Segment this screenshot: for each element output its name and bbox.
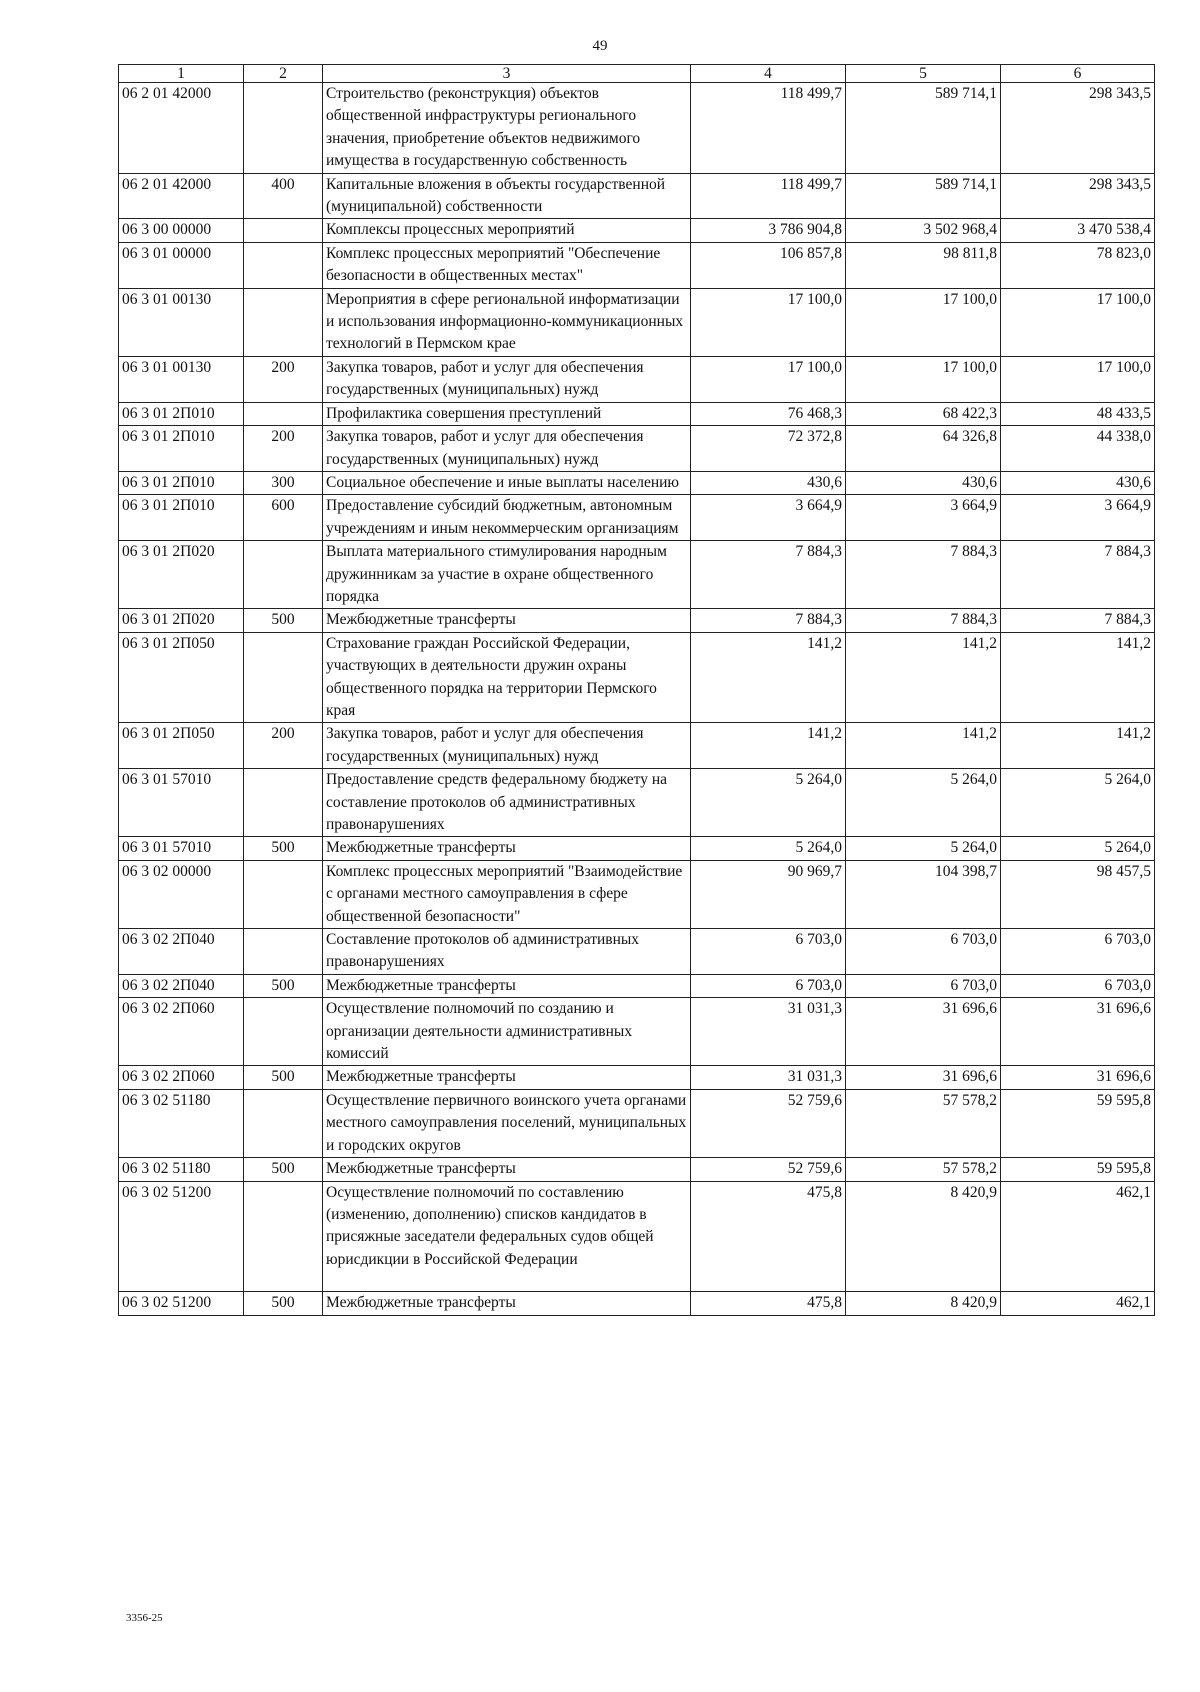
table-row (119, 929, 1155, 975)
table-row (119, 1292, 1155, 1315)
row-expense-type-cell (244, 83, 323, 174)
row-value-col6-cell: 298 343,5 (1001, 173, 1155, 219)
row-value-col5-cell: 7 884,3 (846, 609, 1001, 632)
row-value-col4-cell: 3 786 904,8 (691, 219, 846, 242)
row-expense-type-cell: 600 (244, 495, 323, 541)
row-expense-type-cell: 500 (244, 837, 323, 860)
row-code-cell: 06 3 01 2П050 (119, 723, 244, 769)
row-expense-type-cell (244, 541, 323, 609)
row-value-col5-cell: 141,2 (846, 632, 1001, 723)
row-name-cell: Осуществление полномочий по созданию и организации деятельности административных комиссий (323, 998, 691, 1066)
row-code-cell: 06 2 01 42000 (119, 83, 244, 174)
row-name-cell: Осуществление полномочий по составлению (изменению, дополнению) списков кандидатов в присяжные заседатели федеральных судов общей юрисдикции в Российской Федерации (323, 1181, 691, 1292)
row-value-col4-cell: 106 857,8 (691, 242, 846, 288)
row-name-cell: Межбюджетные трансферты (323, 974, 691, 997)
row-expense-type-cell: 500 (244, 974, 323, 997)
row-name-cell: Осуществление первичного воинского учета органами местного самоуправления поселений, муниципальных и городских округов (323, 1089, 691, 1157)
row-name-cell: Предоставление субсидий бюджетным, автономным учреждениям и иным некоммерческим организациям (323, 495, 691, 541)
row-value-col5-cell: 430,6 (846, 471, 1001, 494)
row-code-cell: 06 3 01 00000 (119, 242, 244, 288)
row-value-col5-cell: 31 696,6 (846, 998, 1001, 1066)
row-value-col6-cell: 17 100,0 (1001, 356, 1155, 402)
row-value-col4-cell: 141,2 (691, 632, 846, 723)
row-name-cell: Комплекс процессных мероприятий "Взаимодействие с органами местного самоуправления в сфере общественной безопасности" (323, 860, 691, 928)
row-code-cell: 06 3 01 2П010 (119, 495, 244, 541)
table-row (119, 1089, 1155, 1157)
table-row (119, 83, 1155, 174)
row-value-col5-cell: 6 703,0 (846, 929, 1001, 975)
row-value-col4-cell: 17 100,0 (691, 288, 846, 356)
table-row (119, 402, 1155, 425)
row-value-col6-cell: 141,2 (1001, 632, 1155, 723)
row-value-col4-cell: 6 703,0 (691, 974, 846, 997)
document-id: 3356-25 (126, 1612, 163, 1624)
row-value-col5-cell: 17 100,0 (846, 288, 1001, 356)
row-value-col5-cell: 141,2 (846, 723, 1001, 769)
row-code-cell: 06 3 02 2П040 (119, 929, 244, 975)
row-expense-type-cell (244, 632, 323, 723)
column-header: 5 (846, 65, 1001, 83)
row-value-col6-cell: 5 264,0 (1001, 769, 1155, 837)
row-code-cell: 06 3 02 51180 (119, 1158, 244, 1181)
row-value-col6-cell: 31 696,6 (1001, 1066, 1155, 1089)
table-row (119, 632, 1155, 723)
row-name-cell: Межбюджетные трансферты (323, 1158, 691, 1181)
row-value-col4-cell: 5 264,0 (691, 837, 846, 860)
row-value-col4-cell: 31 031,3 (691, 998, 846, 1066)
row-code-cell: 06 2 01 42000 (119, 173, 244, 219)
row-expense-type-cell (244, 1181, 323, 1292)
column-header: 1 (119, 65, 244, 83)
column-header: 2 (244, 65, 323, 83)
row-value-col6-cell: 44 338,0 (1001, 426, 1155, 472)
row-value-col5-cell: 64 326,8 (846, 426, 1001, 472)
row-value-col4-cell: 90 969,7 (691, 860, 846, 928)
row-value-col4-cell: 430,6 (691, 471, 846, 494)
table-row (119, 860, 1155, 928)
row-name-cell: Комплексы процессных мероприятий (323, 219, 691, 242)
row-expense-type-cell: 400 (244, 173, 323, 219)
row-value-col6-cell: 31 696,6 (1001, 998, 1155, 1066)
row-code-cell: 06 3 01 2П020 (119, 609, 244, 632)
column-header: 3 (323, 65, 691, 83)
row-code-cell: 06 3 01 00130 (119, 288, 244, 356)
row-value-col4-cell: 52 759,6 (691, 1089, 846, 1157)
row-name-cell: Профилактика совершения преступлений (323, 402, 691, 425)
row-value-col6-cell: 462,1 (1001, 1181, 1155, 1292)
row-code-cell: 06 3 01 2П020 (119, 541, 244, 609)
row-value-col6-cell: 48 433,5 (1001, 402, 1155, 425)
row-value-col5-cell: 31 696,6 (846, 1066, 1001, 1089)
row-value-col6-cell: 7 884,3 (1001, 541, 1155, 609)
row-code-cell: 06 3 01 2П010 (119, 426, 244, 472)
row-name-cell: Закупка товаров, работ и услуг для обеспечения государственных (муниципальных) нужд (323, 723, 691, 769)
row-value-col4-cell: 76 468,3 (691, 402, 846, 425)
row-name-cell: Межбюджетные трансферты (323, 837, 691, 860)
row-value-col4-cell: 52 759,6 (691, 1158, 846, 1181)
row-value-col6-cell: 59 595,8 (1001, 1089, 1155, 1157)
row-code-cell: 06 3 01 57010 (119, 837, 244, 860)
row-value-col5-cell: 3 664,9 (846, 495, 1001, 541)
table-row (119, 173, 1155, 219)
row-code-cell: 06 3 02 51200 (119, 1181, 244, 1292)
row-name-cell: Страхование граждан Российской Федерации, участвующих в деятельности дружин охраны общественного порядка на территории Пермского края (323, 632, 691, 723)
row-expense-type-cell: 200 (244, 356, 323, 402)
row-expense-type-cell (244, 769, 323, 837)
row-value-col6-cell: 78 823,0 (1001, 242, 1155, 288)
row-code-cell: 06 3 00 00000 (119, 219, 244, 242)
table-row (119, 998, 1155, 1066)
row-value-col5-cell: 8 420,9 (846, 1292, 1001, 1315)
row-name-cell: Социальное обеспечение и иные выплаты населению (323, 471, 691, 494)
table-row (119, 769, 1155, 837)
header-row (119, 65, 1155, 83)
row-expense-type-cell: 500 (244, 609, 323, 632)
row-expense-type-cell: 200 (244, 426, 323, 472)
row-expense-type-cell: 500 (244, 1158, 323, 1181)
row-value-col5-cell: 68 422,3 (846, 402, 1001, 425)
table-row (119, 471, 1155, 494)
row-value-col4-cell: 31 031,3 (691, 1066, 846, 1089)
row-expense-type-cell: 200 (244, 723, 323, 769)
row-value-col6-cell: 141,2 (1001, 723, 1155, 769)
row-code-cell: 06 3 02 2П040 (119, 974, 244, 997)
row-value-col4-cell: 141,2 (691, 723, 846, 769)
row-value-col5-cell: 3 502 968,4 (846, 219, 1001, 242)
row-name-cell: Строительство (реконструкция) объектов общественной инфраструктуры регионального значения, приобретение объектов недвижимого имущества в государственную собственность (323, 83, 691, 174)
page-number: 49 (592, 38, 608, 54)
row-value-col5-cell: 57 578,2 (846, 1089, 1001, 1157)
row-expense-type-cell (244, 402, 323, 425)
row-name-cell: Межбюджетные трансферты (323, 1066, 691, 1089)
column-header: 4 (691, 65, 846, 83)
row-expense-type-cell (244, 288, 323, 356)
table-row (119, 242, 1155, 288)
row-code-cell: 06 3 02 00000 (119, 860, 244, 928)
row-value-col6-cell: 5 264,0 (1001, 837, 1155, 860)
table-row (119, 541, 1155, 609)
table-row (119, 1158, 1155, 1181)
row-value-col5-cell: 6 703,0 (846, 974, 1001, 997)
row-name-cell: Выплата материального стимулирования народным дружинникам за участие в охране общественного порядка (323, 541, 691, 609)
row-code-cell: 06 3 02 51180 (119, 1089, 244, 1157)
row-value-col4-cell: 475,8 (691, 1181, 846, 1292)
column-header: 6 (1001, 65, 1155, 83)
row-expense-type-cell (244, 929, 323, 975)
row-value-col4-cell: 118 499,7 (691, 83, 846, 174)
row-value-col5-cell: 98 811,8 (846, 242, 1001, 288)
row-value-col4-cell: 5 264,0 (691, 769, 846, 837)
row-value-col5-cell: 17 100,0 (846, 356, 1001, 402)
row-value-col6-cell: 59 595,8 (1001, 1158, 1155, 1181)
row-value-col6-cell: 298 343,5 (1001, 83, 1155, 174)
row-value-col4-cell: 7 884,3 (691, 609, 846, 632)
row-name-cell: Мероприятия в сфере региональной информатизации и использования информационно-коммуникационных технологий в Пермском крае (323, 288, 691, 356)
row-name-cell: Комплекс процессных мероприятий "Обеспечение безопасности в общественных местах" (323, 242, 691, 288)
row-code-cell: 06 3 01 00130 (119, 356, 244, 402)
row-value-col5-cell: 5 264,0 (846, 837, 1001, 860)
row-value-col4-cell: 17 100,0 (691, 356, 846, 402)
row-value-col5-cell: 57 578,2 (846, 1158, 1001, 1181)
row-value-col4-cell: 3 664,9 (691, 495, 846, 541)
table-row (119, 495, 1155, 541)
row-value-col6-cell: 3 664,9 (1001, 495, 1155, 541)
row-expense-type-cell: 500 (244, 1292, 323, 1315)
table-row (119, 1066, 1155, 1089)
row-expense-type-cell (244, 242, 323, 288)
row-value-col5-cell: 5 264,0 (846, 769, 1001, 837)
row-code-cell: 06 3 02 2П060 (119, 998, 244, 1066)
row-code-cell: 06 3 01 57010 (119, 769, 244, 837)
row-value-col6-cell: 3 470 538,4 (1001, 219, 1155, 242)
row-code-cell: 06 3 01 2П010 (119, 402, 244, 425)
row-expense-type-cell: 300 (244, 471, 323, 494)
row-value-col6-cell: 17 100,0 (1001, 288, 1155, 356)
row-name-cell: Составление протоколов об административных правонарушениях (323, 929, 691, 975)
row-code-cell: 06 3 01 2П050 (119, 632, 244, 723)
row-value-col5-cell: 589 714,1 (846, 83, 1001, 174)
row-value-col6-cell: 98 457,5 (1001, 860, 1155, 928)
table-row (119, 974, 1155, 997)
row-expense-type-cell (244, 1089, 323, 1157)
row-expense-type-cell (244, 860, 323, 928)
row-code-cell: 06 3 02 51200 (119, 1292, 244, 1315)
row-value-col4-cell: 72 372,8 (691, 426, 846, 472)
row-value-col6-cell: 462,1 (1001, 1292, 1155, 1315)
table-row (119, 609, 1155, 632)
row-name-cell: Капитальные вложения в объекты государственной (муниципальной) собственности (323, 173, 691, 219)
budget-table (118, 64, 1155, 1316)
table-row (119, 837, 1155, 860)
row-value-col5-cell: 8 420,9 (846, 1181, 1001, 1292)
row-value-col4-cell: 6 703,0 (691, 929, 846, 975)
row-value-col5-cell: 589 714,1 (846, 173, 1001, 219)
table-row (119, 1181, 1155, 1292)
row-value-col4-cell: 475,8 (691, 1292, 846, 1315)
table-row (119, 288, 1155, 356)
row-value-col6-cell: 7 884,3 (1001, 609, 1155, 632)
row-value-col4-cell: 118 499,7 (691, 173, 846, 219)
row-name-cell: Межбюджетные трансферты (323, 609, 691, 632)
row-value-col6-cell: 6 703,0 (1001, 929, 1155, 975)
row-name-cell: Предоставление средств федеральному бюджету на составление протоколов об административных правонарушениях (323, 769, 691, 837)
table-row (119, 219, 1155, 242)
table-row (119, 723, 1155, 769)
row-value-col6-cell: 6 703,0 (1001, 974, 1155, 997)
row-value-col6-cell: 430,6 (1001, 471, 1155, 494)
row-value-col4-cell: 7 884,3 (691, 541, 846, 609)
row-value-col5-cell: 7 884,3 (846, 541, 1001, 609)
table-row (119, 356, 1155, 402)
table-row (119, 426, 1155, 472)
row-expense-type-cell (244, 998, 323, 1066)
row-name-cell: Закупка товаров, работ и услуг для обеспечения государственных (муниципальных) нужд (323, 426, 691, 472)
row-code-cell: 06 3 01 2П010 (119, 471, 244, 494)
row-expense-type-cell: 500 (244, 1066, 323, 1089)
row-name-cell: Закупка товаров, работ и услуг для обеспечения государственных (муниципальных) нужд (323, 356, 691, 402)
row-name-cell: Межбюджетные трансферты (323, 1292, 691, 1315)
row-value-col5-cell: 104 398,7 (846, 860, 1001, 928)
row-expense-type-cell (244, 219, 323, 242)
row-code-cell: 06 3 02 2П060 (119, 1066, 244, 1089)
